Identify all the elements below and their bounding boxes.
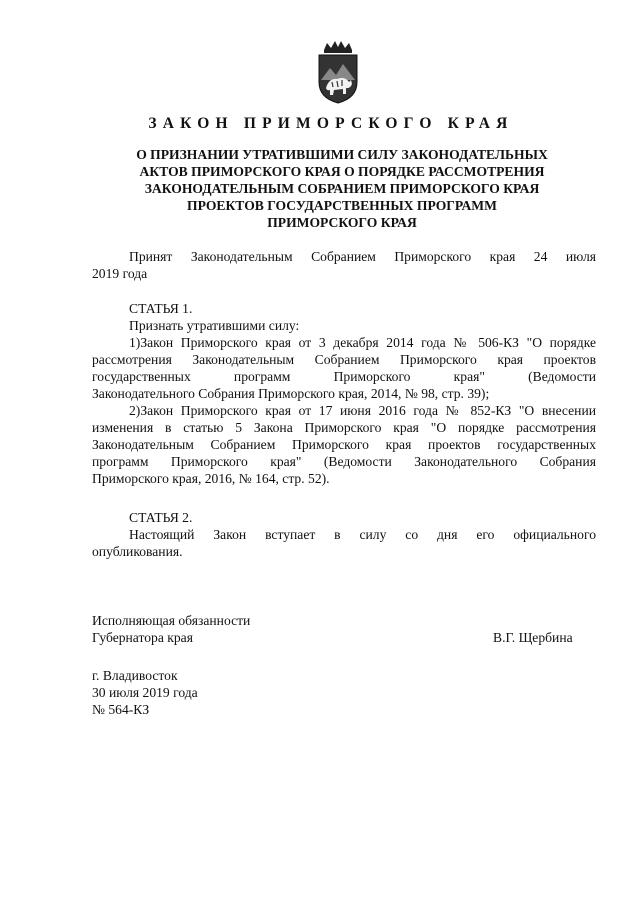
heading-line: ПРИМОРСКОГО КРАЯ	[267, 215, 417, 230]
article-2-title: СТАТЬЯ 2.	[129, 510, 193, 525]
article-1-item-1-line: Законодательного Собрания Приморского края, 2014, № 98, стр. 39);	[92, 386, 490, 401]
heading-line: ПРОЕКТОВ ГОСУДАРСТВЕННЫХ ПРОГРАММ	[187, 198, 497, 213]
signatory-position-line: Губернатора края	[92, 630, 193, 645]
city: г. Владивосток	[92, 668, 178, 683]
law-heading	[92, 146, 592, 231]
law-number: № 564-КЗ	[92, 702, 150, 717]
signatory-position	[92, 612, 250, 646]
article-1-title: СТАТЬЯ 1.	[129, 301, 193, 316]
law-title: ЗАКОН ПРИМОРСКОГО КРАЯ	[148, 115, 514, 132]
article-1-item-2-line: программ Приморского края" (Ведомости Законодательного Собрания	[92, 454, 596, 469]
heading-line: АКТОВ ПРИМОРСКОГО КРАЯ О ПОРЯДКЕ РАССМОТРЕНИЯ	[139, 164, 545, 179]
signing-date: 30 июля 2019 года	[92, 685, 198, 700]
adoption-line: Принят Законодательным Собранием Приморского края 24 июля	[129, 249, 596, 264]
article-1-intro: Признать утратившими силу:	[129, 318, 300, 333]
adoption-paragraph	[92, 248, 596, 282]
article-1-item-2-line: Законодательным Собранием Приморского края проектов государственных	[92, 437, 596, 452]
article-2-line: Настоящий Закон вступает в силу со дня его официального	[129, 527, 596, 542]
article-1-item-1-line: 1)Закон Приморского края от 3 декабря 2014 года № 506-КЗ "О порядке	[129, 335, 596, 350]
signatory-name: В.Г. Щербина	[493, 630, 573, 645]
signatory-position-line: Исполняющая обязанности	[92, 613, 251, 628]
article-1-item-2-line: изменения в статью 5 Закона Приморского края "О порядке рассмотрения	[92, 420, 596, 435]
adoption-line: 2019 года	[92, 266, 148, 281]
heading-line: ЗАКОНОДАТЕЛЬНЫМ СОБРАНИЕМ ПРИМОРСКОГО КРАЯ	[144, 181, 540, 196]
article-2-line: опубликования.	[92, 544, 183, 559]
place-and-date	[92, 667, 198, 718]
article-1-item-2-line: Приморского края, 2016, № 164, стр. 52).	[92, 471, 330, 486]
article-1	[92, 300, 596, 487]
heading-line: О ПРИЗНАНИИ УТРАТИВШИМИ СИЛУ ЗАКОНОДАТЕЛЬНЫХ	[136, 147, 548, 162]
article-1-item-1-line: государственных программ Приморского края" (Ведомости	[92, 369, 596, 384]
article-1-item-1-line: рассмотрения Законодательным Собранием Приморского края проектов	[92, 352, 596, 367]
article-2	[92, 509, 596, 560]
article-1-item-2-line: 2)Закон Приморского края от 17 июня 2016 года № 852-КЗ "О внесении	[129, 403, 596, 418]
coat-of-arms-icon	[315, 40, 361, 104]
